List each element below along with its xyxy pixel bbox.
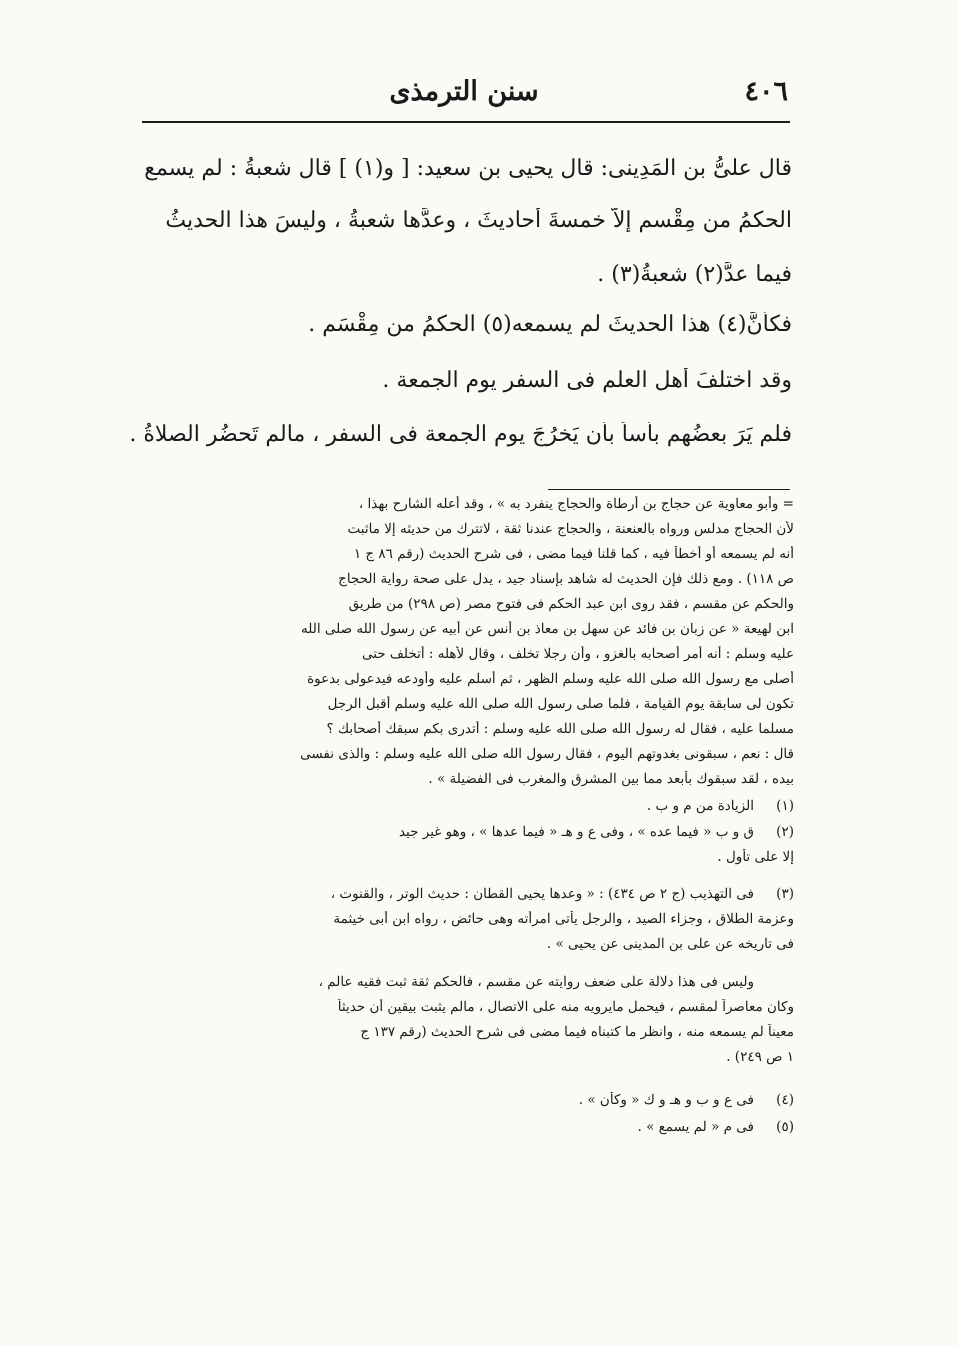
main-line: قال علىُّ بن المَدِينى: قال يحيى بن سعيد: [ و(١) ] قال شعبةُ : لم يسمع xyxy=(144,156,792,181)
note-number: (٤) xyxy=(776,1092,794,1108)
running-title: سنن الترمذى xyxy=(389,76,539,107)
note-line: فى م « لم يسمع » . xyxy=(637,1119,754,1135)
note-line: وكان معاصراً لمقسم ، فيحمل مايرويه منه على الاتصال ، مالم يثبت بيقين أن حديثاً xyxy=(337,999,794,1015)
footnote-line: أصلى مع رسول الله صلى الله عليه وسلم الظهر ، ثم أسلم عليه وأودعه فيدعولى بدعوة xyxy=(307,671,794,687)
footnote-line: والحكم عن مقسم ، فقد روى ابن عبد الحكم فى فتوح مصر (ص ٢٩٨) من طريق xyxy=(348,596,794,612)
note-line: فى ع و ب و هـ و ك « وكأن » . xyxy=(578,1092,754,1108)
footnote-line: تكون لى سابقة يوم القيامة ، فلما صلى رسول الله صلى الله عليه وسلم أقبل الرجل xyxy=(327,696,794,712)
footnote-line: أنه لم يسمعه أو أخطأ فيه ، كما قلنا فيما مضى ، فى شرح الحديث (رقم ٨٦ ج ١ xyxy=(353,546,794,562)
note-number: (٣) xyxy=(776,886,794,902)
note-line: فى التهذيب (ج ٢ ص ٤٣٤) : « وعدها يحيى القطان : حديث الوتر ، والقنوت ، xyxy=(330,886,754,902)
footnote-line: مسلما عليه ، فقال له رسول الله صلى الله عليه وسلم : أتدرى بكم سبقك أصحابك ؟ xyxy=(326,721,794,737)
main-line: فلم يَرَ بعضُهم بأساً بأن يَخرُجَ يوم الجمعة فى السفر ، مالم تَحضُر الصلاةُ . xyxy=(129,422,792,447)
note-line: إلا على تأول . xyxy=(717,849,794,865)
note-line: فى تاريخه عن على بن المدينى عن يحيى » . xyxy=(546,936,794,952)
note-line: ق و ب « فيما عده » ، وفى ع و هـ « فيما عدها » ، وهو غير جيد xyxy=(398,824,754,840)
note-number: (٥) xyxy=(776,1119,794,1135)
page-number: ٤٠٦ xyxy=(744,76,788,107)
page-header xyxy=(140,74,788,116)
main-line: فكأنَّ(٤) هذا الحديثَ لم يسمعه(٥) الحكمُ من مِقْسَم . xyxy=(308,312,792,337)
main-line: الحكمُ من مِقْسم إلاَّ خمسةَ أحاديثَ ، وعدَّها شعبةُ ، وليسَ هذا الحديثُ xyxy=(165,208,792,233)
footnote-line: ص ١١٨) . ومع ذلك فإن الحديث له شاهد بإسناد جيد ، يدل على صحة رواية الحجاج xyxy=(338,571,794,587)
note-line: وليس فى هذا دلالة على ضعف روايته عن مقسم ، فالحكم ثقة ثبت فقيه عالم ، xyxy=(318,974,754,990)
note-line: ١ ص ٢٤٩) . xyxy=(726,1049,794,1065)
note-number: (١) xyxy=(776,798,794,814)
note-line: الزيادة من م و ب . xyxy=(646,798,754,814)
main-line: وقد اختلفَ أهل العلم فى السفر يوم الجمعة . xyxy=(382,368,792,393)
note-number: (٢) xyxy=(776,824,794,840)
header-rule xyxy=(142,121,790,123)
footnote-line: ابن لهيعة « عن زبان بن فائد عن سهل بن معاذ بن أنس عن أبيه عن رسول الله صلى الله xyxy=(301,621,794,637)
footnote-line: عليه وسلم : أنه أمر أصحابه بالغزو ، وأن رجلا تخلف ، وقال لأهله : أتخلف حتى xyxy=(361,646,794,662)
note-line: وعزمة الطلاق ، وجزاء الصيد ، والرجل يأتى امرأته وهى حائض ، رواه ابن أبى خيثمة xyxy=(333,911,794,927)
footnote-line: بيده ، لقد سبقوك بأبعد مما بين المشرق والمغرب فى الفضيلة » . xyxy=(428,771,794,787)
note-line: معيناً لم يسمعه منه ، وانظر ما كتبناه فيما مضى فى شرح الحديث (رقم ١٣٧ ج xyxy=(360,1024,794,1040)
main-line: فيما عدَّ(٢) شعبةُ(٣) . xyxy=(597,262,792,287)
footnote-line: = وأبو معاوية عن حجاج بن أرطاة والحجاج ينفرد به » ، وقد أعله الشارح بهذا ، xyxy=(358,496,794,512)
footnote-line: قال : نعم ، سبقونى بغدوتهم اليوم ، فقال رسول الله صلى الله عليه وسلم : والذى نفسى xyxy=(300,746,794,762)
footnote-rule xyxy=(548,489,790,490)
footnote-line: لأن الحجاج مدلس ورواه بالعنعنة ، والحجاج عندنا ثقة ، لاتترك من حديثه إلا ماثبت xyxy=(347,521,794,537)
